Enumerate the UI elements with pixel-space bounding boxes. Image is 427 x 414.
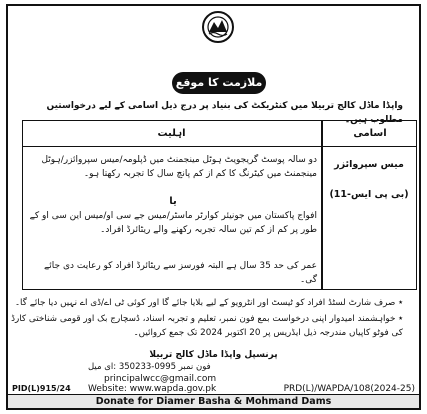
vacancy-table xyxy=(22,120,417,290)
header-qualification: اہلیت xyxy=(157,128,186,139)
job-advertisement xyxy=(6,4,421,410)
qualification-1: دو سالہ پوسٹ گریجویٹ ہوٹل مینجمنٹ میں ڈپلومہ/میس سپروائزر/ہوٹل مینجمنٹ میں کیٹرنگ کا کم از کم پانچ سال کا تجربہ رکھتا ہو۔ xyxy=(41,155,317,179)
contact-email[interactable]: principalwcc@gmail.com xyxy=(104,374,217,384)
age-limit: عمر کی حد 35 سال ہے البتہ فورسز سے ریٹائرڈ افراد کو رعایت دی جائے گی۔ xyxy=(44,261,317,285)
signatory-title: پرنسپل واپڈا ماڈل کالج تربیلا xyxy=(149,350,278,360)
post-name: میس سپروائزر xyxy=(334,159,404,170)
or-separator: یا xyxy=(169,196,177,207)
header-post: اسامی xyxy=(353,128,387,139)
website-link[interactable]: Website: www.wapda.gov.pk xyxy=(88,384,217,394)
intro-text: واپڈا ماڈل کالج تربیلا میں کنٹریکٹ کی بنیاد پر درج ذیل اسامی کے لیے درخواستیں مطلوب ہیں۔ xyxy=(46,101,403,125)
condition-2: ٭ خواہشمند امیدوار اپنی درخواست بمع فون نمبر، تعلیم و تجربہ اسناد، ڈسچارج بک اور قومی شناختی کارڈ کی فوٹو کاپیاں مندرجہ ذیل ایڈریس پر 20 اکتوبر 2024 تک جمع کروائیں۔ xyxy=(11,314,403,338)
pid-code: PID(L)915/24 xyxy=(12,384,71,393)
reference-number: PRD(L)/WAPDA/108(2024-25) xyxy=(283,384,415,394)
page-title: ملازمت کا موقع xyxy=(172,72,266,94)
wapda-logo-icon xyxy=(200,10,236,44)
qualification-2: افواج پاکستان میں جونیئر کوارٹر ماسٹر/میس جے سی او/میس این سی او کے طور پر کم از کم تین سالہ تجربہ رکھنے والے ریٹائرڈ افراد۔ xyxy=(29,211,317,235)
post-scale: (بی پی ایس-11) xyxy=(329,189,409,200)
table-header-row xyxy=(23,121,416,147)
condition-1: ٭ صرف شارٹ لسٹڈ افراد کو ٹیسٹ اور انٹرویو کے لیے بلایا جائے گا اور کوئی ٹی اے/ڈی اے نہیں دیا جائے گا۔ xyxy=(14,298,403,308)
donation-banner: Donate for Diamer Basha & Mohmand Dams xyxy=(8,394,419,408)
contact-phone: فون نمبر 0995-350233 :ای میل xyxy=(88,362,211,372)
